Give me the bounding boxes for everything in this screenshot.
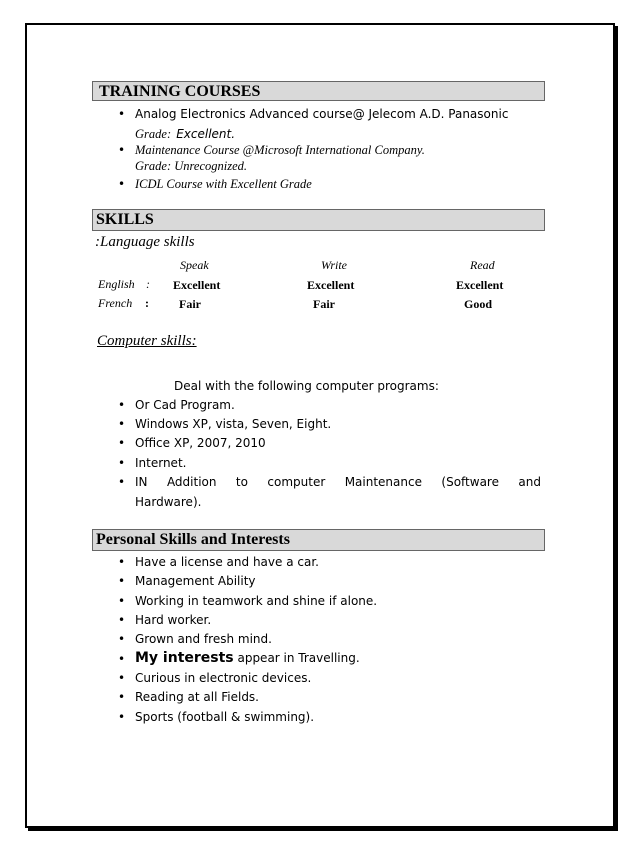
maintenance-word: Maintenance: [344, 475, 422, 489]
maintenance-continuation: Hardware).: [135, 495, 202, 509]
computer-skills-heading: Computer skills:: [97, 333, 197, 349]
bullet: •: [118, 143, 126, 157]
bullet: •: [118, 417, 126, 431]
interests-line: [135, 650, 360, 666]
training-grade-line: Grade: Unrecognized.: [135, 159, 248, 173]
speak-level: Fair: [179, 297, 201, 311]
grade-value: Excellent.: [176, 127, 236, 141]
bullet: •: [118, 613, 126, 627]
interests-rest: appear in Travelling.: [233, 651, 360, 665]
read-level: Excellent: [456, 278, 504, 292]
write-level: Excellent: [307, 278, 355, 292]
personal-item: Working in teamwork and shine if alone.: [135, 594, 378, 608]
computer-item: Windows XP, vista, Seven, Eight.: [135, 417, 332, 431]
computer-item: Or Cad Program.: [135, 398, 235, 412]
separator: :: [145, 296, 149, 310]
language-name: English: [98, 277, 135, 291]
maintenance-word: to: [235, 475, 248, 489]
speak-level: Excellent: [173, 278, 221, 292]
maintenance-word: computer: [267, 475, 326, 489]
computer-item: Office XP, 2007, 2010: [135, 436, 266, 450]
bullet: •: [118, 710, 126, 724]
bullet: •: [118, 574, 126, 588]
bullet: •: [118, 594, 126, 608]
training-item: Analog Electronics Advanced course@ Jelecom A.D. Panasonic: [135, 107, 509, 121]
maintenance-word: (Software: [441, 475, 499, 489]
training-item: ICDL Course with Excellent Grade: [135, 177, 312, 191]
separator: :: [146, 277, 150, 291]
personal-item: Reading at all Fields.: [135, 690, 259, 704]
maintenance-word: IN: [135, 475, 148, 489]
bullet: •: [118, 398, 126, 412]
bullet: •: [118, 475, 126, 489]
computer-intro: Deal with the following computer programs:: [174, 379, 439, 393]
personal-item: Hard worker.: [135, 613, 212, 627]
bullet: •: [118, 690, 126, 704]
skills-heading: SKILLS: [92, 209, 545, 231]
column-write: Write: [321, 258, 347, 272]
maintenance-word: Addition: [166, 475, 217, 489]
language-name: French: [98, 296, 133, 310]
bullet: •: [118, 652, 126, 666]
training-grade-line: [135, 123, 235, 142]
training-item: Maintenance Course @Microsoft International Company.: [135, 143, 425, 157]
computer-item: Internet.: [135, 456, 187, 470]
grade-label: Grade:: [135, 127, 172, 141]
bullet: •: [118, 671, 126, 685]
training-courses-heading: TRAINING COURSES: [92, 81, 545, 101]
personal-item: Management Ability: [135, 574, 256, 588]
bullet: •: [118, 436, 126, 450]
maintenance-line: [135, 475, 541, 489]
maintenance-word: and: [518, 475, 541, 489]
personal-item: Grown and fresh mind.: [135, 632, 272, 646]
personal-skills-heading: Personal Skills and Interests: [92, 529, 545, 551]
bullet: •: [118, 107, 126, 121]
bullet: •: [118, 177, 126, 191]
read-level: Good: [464, 297, 493, 311]
personal-item: Curious in electronic devices.: [135, 671, 312, 685]
bullet: •: [118, 456, 126, 470]
column-read: Read: [470, 258, 495, 272]
interests-bold: My interests: [135, 650, 234, 666]
language-skills-heading: :Language skills: [95, 234, 195, 250]
bullet: •: [118, 555, 126, 569]
personal-item: Have a license and have a car.: [135, 555, 319, 569]
column-speak: Speak: [180, 258, 209, 272]
write-level: Fair: [313, 297, 335, 311]
personal-item: Sports (football & swimming).: [135, 710, 315, 724]
bullet: •: [118, 632, 126, 646]
